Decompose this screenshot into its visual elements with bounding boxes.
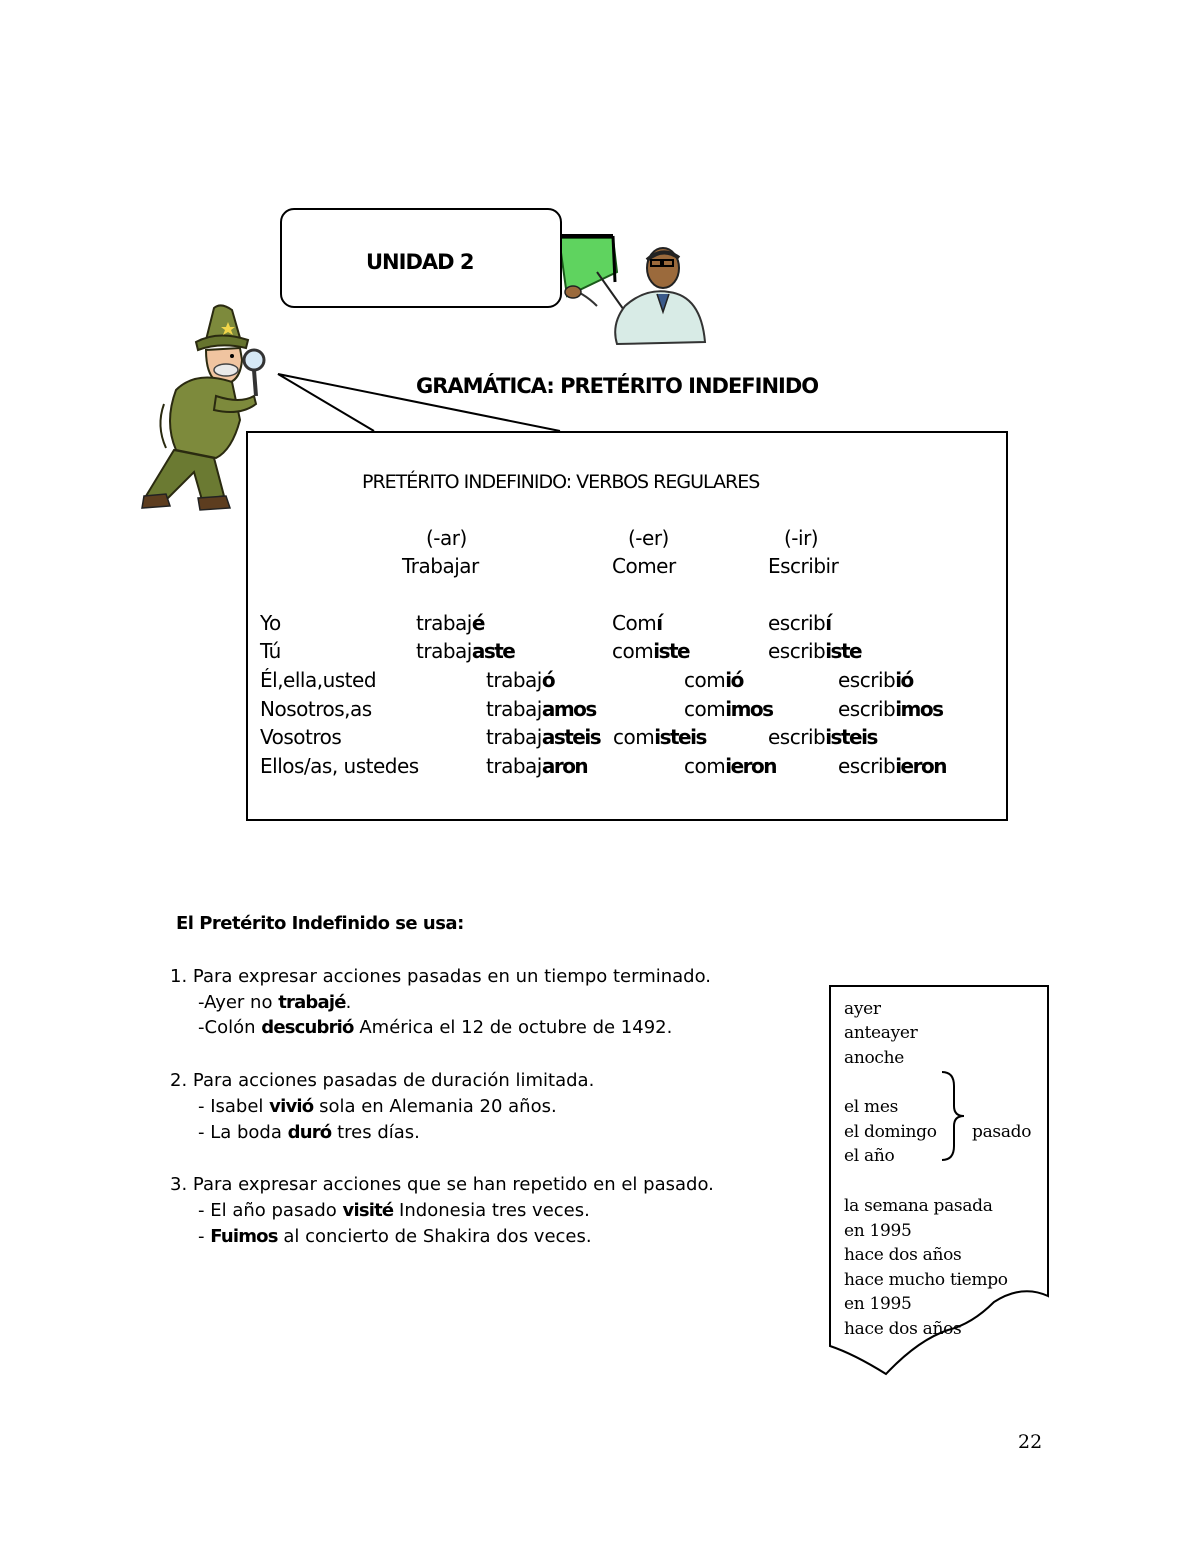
- teacher-illustration: [553, 232, 713, 348]
- usage-example: - El año pasado visité Indonesia tres veces.: [198, 1200, 590, 1221]
- usage-heading: El Pretérito Indefinido se usa:: [176, 913, 464, 934]
- conjugation-cell: trabajaste: [416, 639, 515, 663]
- usage-example: - Isabel vivió sola en Alemania 20 años.: [198, 1096, 557, 1117]
- conjugation-cell: trabajaron: [486, 754, 588, 778]
- conjugation-cell: comisteis: [613, 725, 706, 749]
- ar-ending-header: (-ar): [426, 526, 467, 550]
- bracket-label: pasado: [972, 1122, 1032, 1142]
- time-expression: el año: [844, 1146, 895, 1166]
- time-expression: hace dos años: [844, 1245, 962, 1265]
- time-expression: anoche: [844, 1048, 905, 1068]
- conjugation-cell: trabajasteis: [486, 725, 601, 749]
- pronoun-el: Él,ella,usted: [260, 668, 377, 692]
- er-ending-header: (-er): [628, 526, 669, 550]
- ir-ending-header: (-ir): [784, 526, 819, 550]
- time-expression: hace dos años: [844, 1319, 962, 1339]
- usage-example: - Fuimos al concierto de Shakira dos veces.: [198, 1226, 592, 1247]
- conjugation-cell: trabajamos: [486, 697, 596, 721]
- ar-verb-header: Trabajar: [402, 554, 479, 578]
- ir-verb-header: Escribir: [768, 554, 839, 578]
- usage-item-title: 1. Para expresar acciones pasadas en un tiempo terminado.: [170, 966, 712, 987]
- unit-title: UNIDAD 2: [366, 250, 474, 274]
- conjugation-cell: escribimos: [838, 697, 943, 721]
- pronoun-vosotros: Vosotros: [260, 725, 342, 749]
- pronoun-nosotros: Nosotros,as: [260, 697, 372, 721]
- conjugation-cell: trabajó: [486, 668, 555, 692]
- conjugation-cell: comieron: [684, 754, 776, 778]
- grammar-title: GRAMÁTICA: PRETÉRITO INDEFINIDO: [416, 374, 819, 398]
- conjugation-title: PRETÉRITO INDEFINIDO: VERBOS REGULARES: [362, 471, 760, 493]
- conjugation-cell: comimos: [684, 697, 773, 721]
- time-expression: en 1995: [844, 1294, 912, 1314]
- usage-example: -Ayer no trabajé.: [198, 992, 352, 1013]
- conjugation-cell: trabajé: [416, 611, 484, 635]
- time-expression: anteayer: [844, 1023, 918, 1043]
- time-expression: en 1995: [844, 1221, 912, 1241]
- conjugation-cell: comiste: [612, 639, 690, 663]
- time-expression: el domingo: [844, 1122, 937, 1142]
- time-expression: ayer: [844, 999, 881, 1019]
- conjugation-cell: escribisteis: [768, 725, 877, 749]
- time-expression: hace mucho tiempo: [844, 1270, 1008, 1290]
- pronoun-tu: Tú: [260, 639, 281, 663]
- usage-item-title: 2. Para acciones pasadas de duración limitada.: [170, 1070, 595, 1091]
- conjugation-cell: Comí: [612, 611, 662, 635]
- page-number: 22: [1018, 1431, 1043, 1453]
- pronoun-ellos: Ellos/as, ustedes: [260, 754, 419, 778]
- brace-icon: [938, 1070, 968, 1162]
- conjugation-cell: escribió: [838, 668, 913, 692]
- conjugation-cell: escribí: [768, 611, 831, 635]
- usage-item-title: 3. Para expresar acciones que se han repetido en el pasado.: [170, 1174, 714, 1195]
- conjugation-cell: comió: [684, 668, 743, 692]
- usage-example: - La boda duró tres días.: [198, 1122, 420, 1143]
- pronoun-yo: Yo: [260, 611, 281, 635]
- er-verb-header: Comer: [612, 554, 676, 578]
- time-expression: la semana pasada: [844, 1196, 993, 1216]
- time-expression: el mes: [844, 1097, 899, 1117]
- conjugation-cell: escribiste: [768, 639, 862, 663]
- usage-example: -Colón descubrió América el 12 de octubre de 1492.: [198, 1017, 673, 1038]
- conjugation-cell: escribieron: [838, 754, 946, 778]
